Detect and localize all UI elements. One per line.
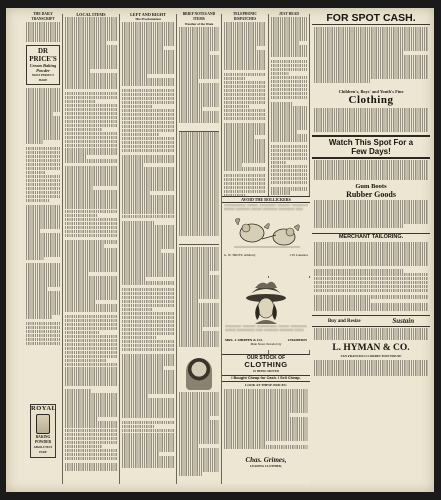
text-line xyxy=(179,472,203,476)
text-line xyxy=(65,457,117,461)
millinery-ad xyxy=(222,278,310,350)
text-line xyxy=(26,257,44,261)
price-ad-title: DR PRICE'S xyxy=(29,46,57,63)
rubber-goods-text xyxy=(314,200,428,232)
hyman-subtitle: SAN FRANCISCO CORRECTION HOUSE xyxy=(340,354,402,358)
stock-ad-slogan: I Bought Cheap for Cash. I Sell Cheap. xyxy=(222,375,310,382)
text-line xyxy=(314,176,428,180)
text-line xyxy=(314,224,403,228)
text-line xyxy=(271,96,307,100)
clothing-headline: Clothing xyxy=(348,94,394,106)
millinery-sub: CHAMPION xyxy=(287,338,307,342)
text-line xyxy=(65,159,117,163)
dealer-name-2: J. H. Laurence xyxy=(289,253,308,257)
column-subheading: Weather of the Week xyxy=(184,22,214,26)
text-line xyxy=(65,308,117,312)
hyman-headline: L. HYMAN & CO. xyxy=(332,343,410,353)
text-line xyxy=(122,348,174,352)
clothing-text xyxy=(314,108,428,134)
column-heading: TELEPHONIC DISPATCHES xyxy=(233,12,257,21)
text-line xyxy=(224,445,308,449)
text-line xyxy=(26,140,43,144)
column-2 xyxy=(65,12,117,486)
text-line xyxy=(65,382,117,386)
column-rule xyxy=(119,14,120,484)
spot-cash-text xyxy=(314,27,428,87)
resize-text xyxy=(314,328,428,342)
text-line xyxy=(26,342,60,346)
column-subheading: The Proclamation xyxy=(134,17,162,21)
stock-ad-subtitle: IS BEING MOVED xyxy=(253,369,279,373)
cupids-illustration-icon xyxy=(224,213,308,253)
text-line xyxy=(314,336,428,340)
column-1 xyxy=(26,12,60,486)
stock-ad-owner-title: LEADING CLOTHIER, xyxy=(250,464,282,468)
text-line xyxy=(271,191,290,195)
resize-banner xyxy=(312,315,430,327)
text-line xyxy=(179,343,219,347)
royal-ad-footer: ABSOLUTELY PURE xyxy=(33,446,53,454)
portrait-illustration-icon xyxy=(186,358,212,390)
price-ad-subtitle: Cream Baking Powder xyxy=(29,62,57,73)
column-heading: BRIEF NOTES AND ITEMS xyxy=(182,12,216,21)
column-rule xyxy=(62,14,63,484)
text-line xyxy=(65,85,117,89)
text-line xyxy=(271,138,307,142)
text-line xyxy=(314,372,428,376)
text-line xyxy=(179,232,219,236)
stock-ad-prices-heading: LOOK AT THESE PRICES: xyxy=(245,383,287,387)
text-line xyxy=(65,234,117,238)
watch-headline: Watch This Spot For a xyxy=(328,138,414,147)
stock-ad-title-2: CLOTHING xyxy=(244,360,288,369)
text-line xyxy=(224,66,266,70)
gum-boots-headline: Gum Boots xyxy=(355,183,387,190)
price-ad-footer: MOST PERFECT MADE xyxy=(32,73,54,82)
text-line xyxy=(26,199,50,203)
text-line xyxy=(122,281,174,285)
hyman-text xyxy=(314,360,428,376)
article-body xyxy=(26,88,60,378)
buy-label: Buy and Resize xyxy=(327,318,361,324)
royal-ad-subtitle: BAKING POWDER xyxy=(34,435,52,444)
text-line xyxy=(314,289,428,293)
clothing-stock-ad xyxy=(222,354,310,484)
text-line xyxy=(122,215,174,219)
column-4 xyxy=(179,12,219,486)
few-days-headline: Few Days! xyxy=(351,147,391,156)
text-line xyxy=(122,82,174,86)
clothing-intro: Children's, Boys' and Youth's Fine xyxy=(338,89,404,94)
text-line xyxy=(314,307,428,311)
column-heading: LEFT AND RIGHT xyxy=(130,12,166,17)
tailoring-text xyxy=(314,242,428,314)
text-line xyxy=(271,181,307,185)
tailoring-headline: MERCHANT TAILORING. xyxy=(312,233,430,241)
column-heading: JUST HEAD xyxy=(278,12,299,16)
article-body xyxy=(65,17,117,486)
article-body xyxy=(224,22,266,200)
rollickers-ad-text: xxxxxxxxxxxx xxxxxx xxxxxxxxx xxxxxxx xxxxxxxxx xxxxxx xxxxxxxx xxxxxx xxxxxxxx xxxxxxxxx xxxx xyxy=(224,204,308,211)
masthead: THE DAILY TRANSCRIPT xyxy=(31,12,55,21)
price-baking-ad xyxy=(26,45,60,85)
rollickers-ad xyxy=(222,196,310,276)
article-body xyxy=(179,247,219,355)
price-list xyxy=(224,389,308,455)
rollickers-ad-title: AVOID THE ROLLICKERS xyxy=(222,196,310,203)
text-line xyxy=(314,262,428,266)
sustain-label: Sustain xyxy=(392,317,415,325)
spot-cash-headline: FOR SPOT CASH. xyxy=(312,12,430,25)
text-line xyxy=(314,79,370,83)
column-rule xyxy=(176,14,177,484)
weather-table xyxy=(179,131,219,245)
text-line xyxy=(122,414,174,418)
text-line xyxy=(224,167,266,171)
millinery-address: Main Street, Nevada City xyxy=(250,342,282,346)
watch-text xyxy=(314,160,428,182)
stock-ad-title: OUR STOCK OF xyxy=(222,354,310,361)
royal-ad-brand: ROYAL xyxy=(31,405,57,412)
royal-baking-ad xyxy=(30,404,56,458)
stock-ad-owner: Chas. Grimes, xyxy=(245,456,287,464)
text-line xyxy=(122,149,174,153)
text-line xyxy=(271,53,307,57)
text-line xyxy=(314,128,428,132)
advertising-column xyxy=(312,12,430,486)
watch-spot-banner xyxy=(312,135,430,159)
millinery-name: MRS. J. SHIPPEN & CO. xyxy=(225,338,263,342)
article-body xyxy=(122,22,174,484)
lady-hat-illustration-icon xyxy=(241,278,291,324)
text-line xyxy=(26,38,60,42)
rubber-goods-headline: Rubber Goods xyxy=(346,190,396,199)
millinery-ad-text: xxxxxxxxx xxxxxxx xxxxxxxxxxx xxxxxx xxxxxxxxx xxxxxx xxxxxxxxxx xxxx xxxxxxxx xxxxxxxx xxxxx xyxy=(225,325,307,332)
article-body xyxy=(179,392,219,482)
text-line xyxy=(122,464,174,468)
dealer-name: G. W. TRUEY, Arbitrary xyxy=(224,253,256,257)
baking-powder-can-icon xyxy=(36,414,50,434)
column-heading: LOCAL ITEMS xyxy=(76,12,106,17)
article-body xyxy=(271,17,307,195)
column-3 xyxy=(122,12,174,486)
newspaper-page xyxy=(6,8,434,492)
text-line xyxy=(224,117,266,121)
text-line xyxy=(26,315,52,319)
article-body xyxy=(179,27,219,129)
text-line xyxy=(65,467,117,471)
text-line xyxy=(179,119,219,123)
